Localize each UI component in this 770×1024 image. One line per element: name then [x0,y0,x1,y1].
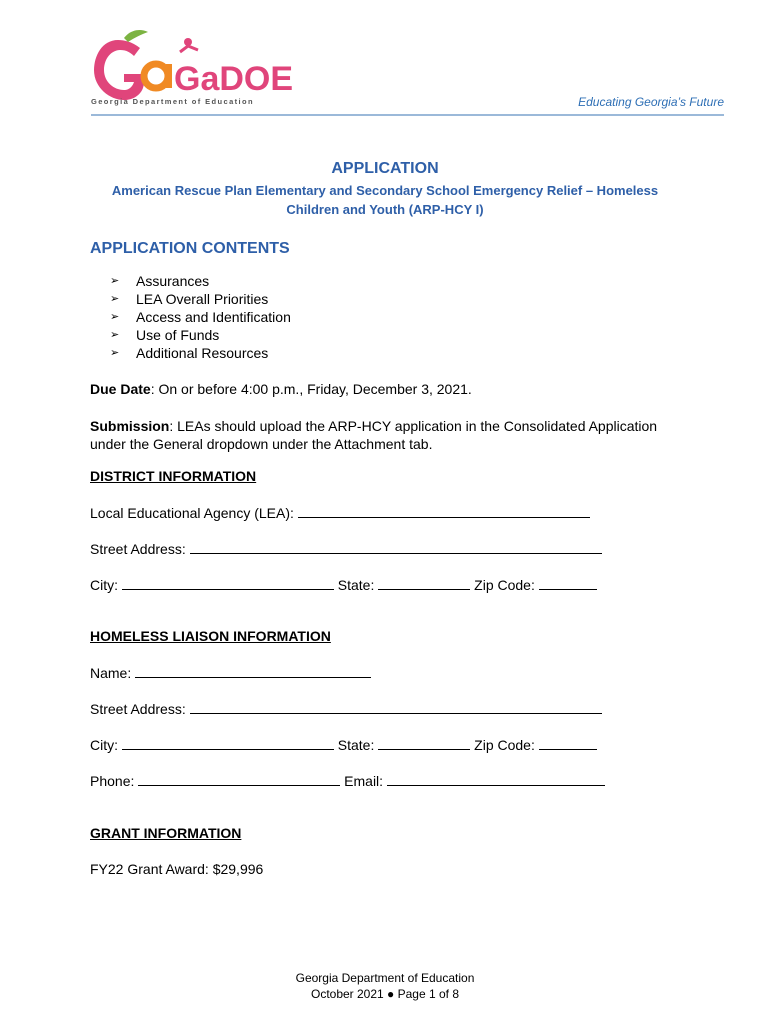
district-city-row: City: State: Zip Code: [90,576,597,593]
liaison-name-input[interactable] [135,664,371,678]
arrow-bullet-icon: ➢ [110,347,120,359]
liaison-contact-row: Phone: Email: [90,772,605,789]
grant-award: FY22 Grant Award: $29,996 [90,861,264,877]
liaison-street-field[interactable]: Street Address: [90,700,602,717]
list-item: ➢ LEA Overall Priorities [110,291,269,307]
lea-field[interactable]: Local Educational Agency (LEA): [90,504,590,521]
submission-instructions: Submission: LEAs should upload the ARP-HCY application in the Consolidated Application under the General dropdown under the Attachment tab. [90,418,658,452]
liaison-email-input[interactable] [387,772,605,786]
arrow-bullet-icon: ➢ [110,311,120,323]
list-item: ➢ Use of Funds [110,327,220,343]
tagline: Educating Georgia’s Future [578,95,724,109]
district-zip-input[interactable] [539,576,597,590]
list-item: ➢ Additional Resources [110,345,269,361]
arrow-bullet-icon: ➢ [110,275,120,287]
liaison-heading: HOMELESS LIAISON INFORMATION [90,628,331,644]
liaison-phone-input[interactable] [138,772,340,786]
arrow-bullet-icon: ➢ [110,329,120,341]
page-footer [0,970,770,1002]
list-item: ➢ Access and Identification [110,309,291,325]
liaison-name-field[interactable]: Name: [90,664,371,681]
due-date: Due Date: On or before 4:00 p.m., Friday, December 3, 2021. [90,381,472,397]
district-state-input[interactable] [378,576,470,590]
lea-input[interactable] [298,504,590,518]
contents-list [110,272,291,362]
district-street-field[interactable]: Street Address: [90,540,602,557]
logo-text: GaDOE [174,60,294,98]
header-divider [91,114,724,116]
district-city-input[interactable] [122,576,334,590]
district-street-input[interactable] [190,540,602,554]
grant-heading: GRANT INFORMATION [90,825,242,841]
contents-heading: APPLICATION CONTENTS [90,240,290,257]
document-title: APPLICATION [331,160,439,177]
liaison-zip-input[interactable] [539,736,597,750]
footer-page-number: October 2021 ● Page 1 of 8 [310,987,459,1001]
arrow-bullet-icon: ➢ [110,293,120,305]
liaison-city-row: City: State: Zip Code: [90,736,597,753]
liaison-street-input[interactable] [190,700,602,714]
district-heading: DISTRICT INFORMATION [90,468,257,484]
document-subtitle: American Rescue Plan Elementary and Secondary School Emergency Relief – Homeless Children and Youth (ARP-HCY I) [111,183,659,217]
footer-org: Georgia Department of Education [295,971,475,985]
logo-subtitle: Georgia Department of Education [91,97,254,106]
list-item: ➢ Assurances [110,273,210,289]
liaison-city-input[interactable] [122,736,334,750]
liaison-state-input[interactable] [378,736,470,750]
